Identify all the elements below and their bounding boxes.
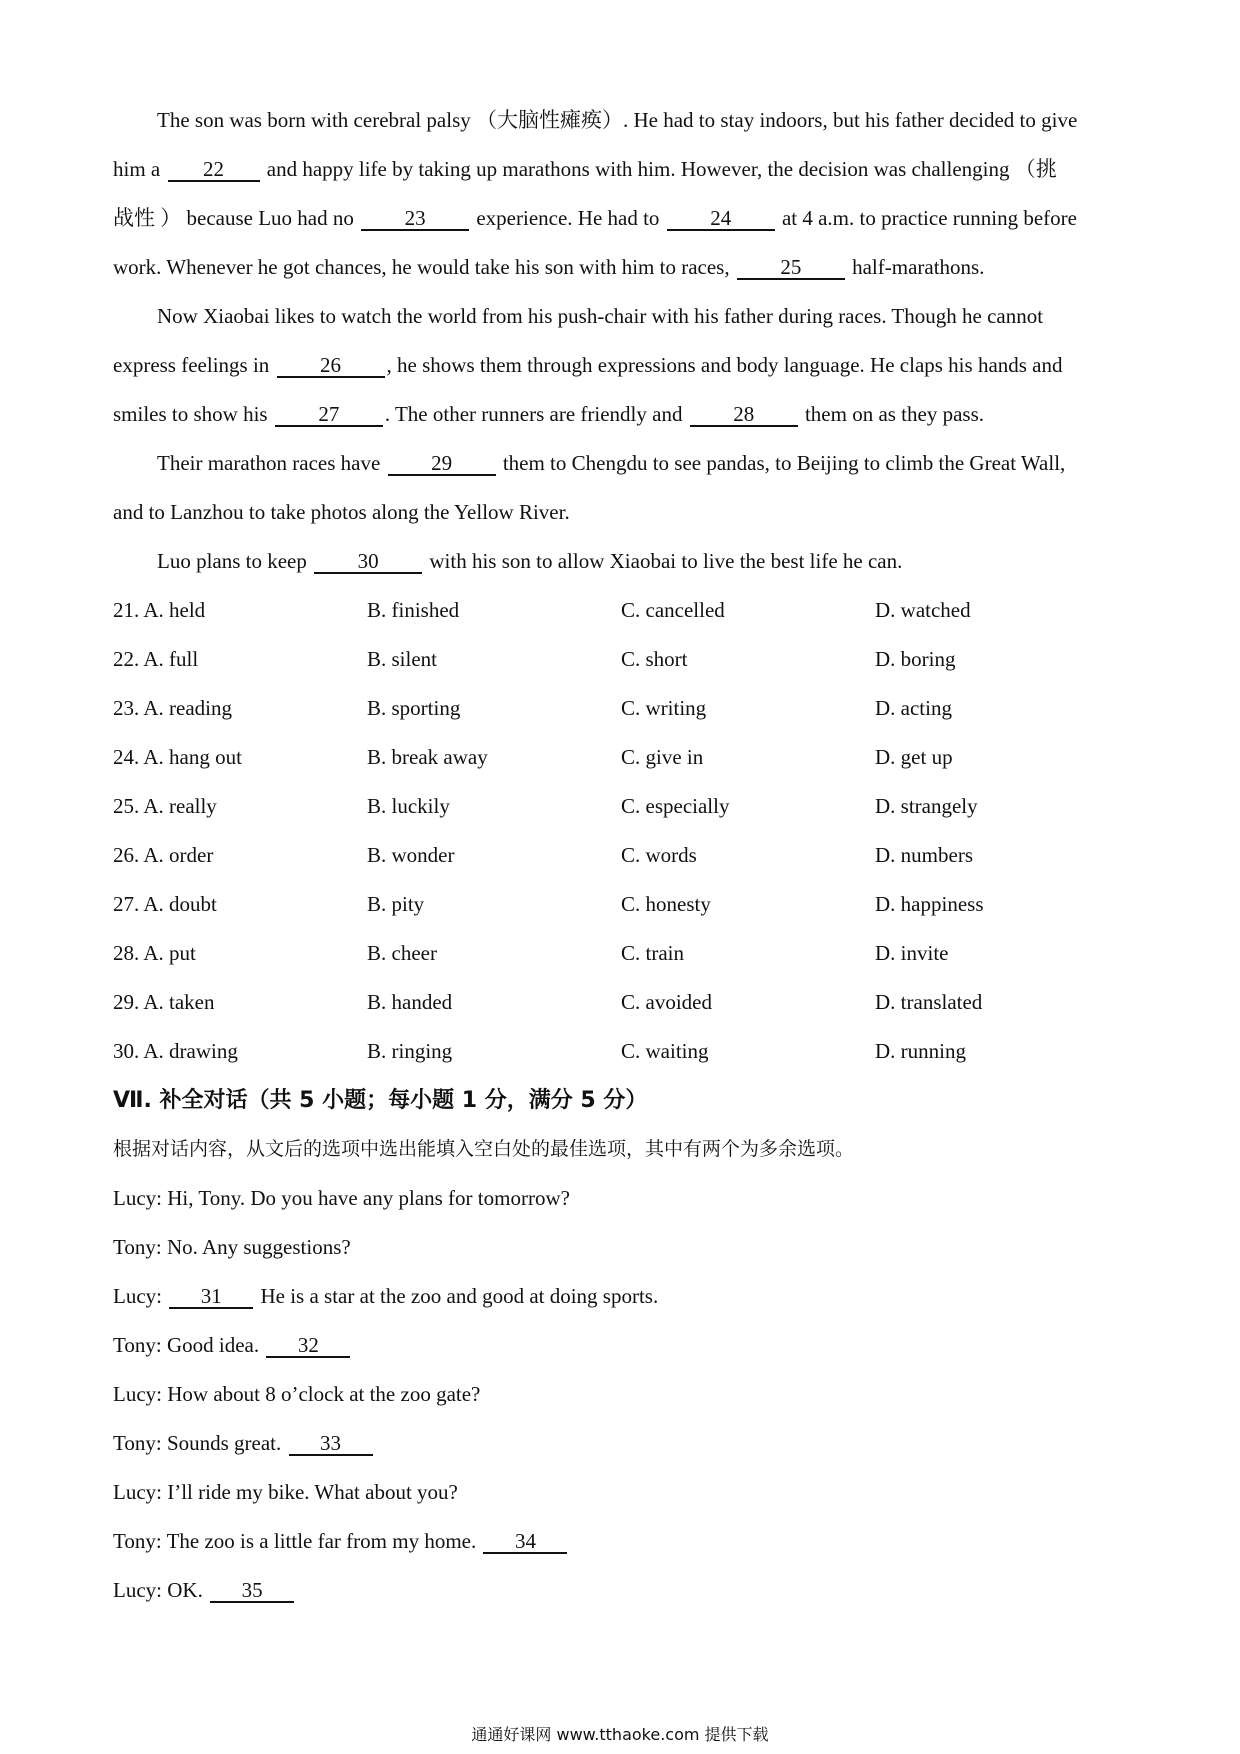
option-c[interactable]: C. train bbox=[621, 941, 684, 965]
text: and to Lanzhou to take photos along the Yellow River. bbox=[113, 500, 570, 524]
option-b[interactable]: B. break away bbox=[367, 745, 488, 769]
passage-line bbox=[113, 537, 1125, 586]
dialogue-line bbox=[113, 1566, 1125, 1615]
option-b[interactable]: B. silent bbox=[367, 647, 438, 671]
passage-line bbox=[113, 439, 1125, 488]
option-a[interactable]: 22. A. full bbox=[113, 647, 199, 671]
option-row bbox=[113, 782, 1125, 831]
blank-32[interactable]: 32 bbox=[266, 1334, 350, 1358]
option-b[interactable]: B. luckily bbox=[367, 794, 450, 818]
dialogue-line: Lucy: I’ll ride my bike. What about you? bbox=[113, 1480, 458, 1504]
text: work. Whenever he got chances, he would take his son with him to races, bbox=[113, 255, 730, 279]
passage-line bbox=[113, 243, 1125, 292]
option-b[interactable]: B. cheer bbox=[367, 941, 437, 965]
option-d[interactable]: D. watched bbox=[875, 598, 971, 622]
dialogue-line bbox=[113, 1419, 1125, 1468]
dialogue-line: Lucy: Hi, Tony. Do you have any plans for tomorrow? bbox=[113, 1186, 570, 1210]
option-a[interactable]: 21. A. held bbox=[113, 598, 206, 622]
section-heading: Ⅶ. 补全对话（共 5 小题；每小题 1 分，满分 5 分） bbox=[113, 1088, 648, 1113]
blank-23[interactable]: 23 bbox=[361, 207, 469, 231]
option-row bbox=[113, 978, 1125, 1027]
option-a[interactable]: 28. A. put bbox=[113, 941, 196, 965]
blank-34[interactable]: 34 bbox=[483, 1530, 567, 1554]
text: half-marathons. bbox=[852, 255, 985, 279]
blank-22[interactable]: 22 bbox=[168, 158, 260, 182]
option-a[interactable]: 25. A. really bbox=[113, 794, 217, 818]
option-d[interactable]: D. get up bbox=[875, 745, 953, 769]
passage-line bbox=[113, 145, 1125, 194]
dialogue-line bbox=[113, 1272, 1125, 1321]
option-d[interactable]: D. running bbox=[875, 1039, 966, 1063]
option-b[interactable]: B. pity bbox=[367, 892, 425, 916]
blank-27[interactable]: 27 bbox=[275, 403, 383, 427]
text: Lucy: OK. bbox=[113, 1578, 203, 1602]
dialogue-line bbox=[113, 1321, 1125, 1370]
page-footer: 通通好课网 www.tthaoke.com 提供下载 bbox=[471, 1725, 769, 1744]
option-row bbox=[113, 831, 1125, 880]
blank-33[interactable]: 33 bbox=[289, 1432, 373, 1456]
option-d[interactable]: D. boring bbox=[875, 647, 956, 671]
option-a[interactable]: 26. A. order bbox=[113, 843, 214, 867]
passage-line bbox=[113, 194, 1125, 243]
text: and happy life by taking up marathons with him. However, the decision was challenging （挑 bbox=[266, 157, 1057, 181]
dialogue-line: Tony: No. Any suggestions? bbox=[113, 1235, 351, 1259]
option-c[interactable]: C. especially bbox=[621, 794, 730, 818]
option-c[interactable]: C. writing bbox=[621, 696, 707, 720]
blank-26[interactable]: 26 bbox=[277, 354, 385, 378]
option-c[interactable]: C. honesty bbox=[621, 892, 711, 916]
text: . The other runners are friendly and bbox=[384, 402, 683, 426]
text: them to Chengdu to see pandas, to Beijing to climb the Great Wall, bbox=[502, 451, 1066, 475]
text: , he shows them through expressions and body language. He claps his hands and bbox=[386, 353, 1063, 377]
text: Lucy: bbox=[113, 1284, 162, 1308]
text: Luo plans to keep bbox=[157, 549, 307, 573]
option-b[interactable]: B. sporting bbox=[367, 696, 461, 720]
text: experience. He had to bbox=[476, 206, 660, 230]
text: smiles to show his bbox=[113, 402, 268, 426]
passage-line bbox=[113, 488, 1125, 537]
passage-line bbox=[113, 96, 1125, 145]
blank-35[interactable]: 35 bbox=[210, 1579, 294, 1603]
blank-28[interactable]: 28 bbox=[690, 403, 798, 427]
option-b[interactable]: B. handed bbox=[367, 990, 453, 1014]
option-b[interactable]: B. finished bbox=[367, 598, 460, 622]
option-row bbox=[113, 586, 1125, 635]
section-instruction: 根据对话内容，从文后的选项中选出能填入空白处的最佳选项，其中有两个为多余选项。 bbox=[113, 1138, 855, 1160]
text: Tony: Sounds great. bbox=[113, 1431, 282, 1455]
text: 战性 ） because Luo had no bbox=[113, 206, 354, 230]
option-a[interactable]: 24. A. hang out bbox=[113, 745, 242, 769]
option-b[interactable]: B. ringing bbox=[367, 1039, 453, 1063]
text: express feelings in bbox=[113, 353, 270, 377]
text: him a bbox=[113, 157, 161, 181]
option-a[interactable]: 27. A. doubt bbox=[113, 892, 217, 916]
option-c[interactable]: C. avoided bbox=[621, 990, 712, 1014]
option-row bbox=[113, 880, 1125, 929]
passage-line bbox=[113, 390, 1125, 439]
passage-line bbox=[113, 341, 1125, 390]
option-d[interactable]: D. happiness bbox=[875, 892, 984, 916]
text: them on as they pass. bbox=[804, 402, 985, 426]
blank-30[interactable]: 30 bbox=[314, 550, 422, 574]
text: The son was born with cerebral palsy （大脑性瘫痪）. He had to stay indoors, but his father decided to give bbox=[157, 108, 1078, 132]
option-c[interactable]: C. cancelled bbox=[621, 598, 725, 622]
option-a[interactable]: 30. A. drawing bbox=[113, 1039, 238, 1063]
option-row bbox=[113, 733, 1125, 782]
blank-29[interactable]: 29 bbox=[388, 452, 496, 476]
dialogue-line: Lucy: How about 8 o’clock at the zoo gate? bbox=[113, 1382, 481, 1406]
blank-25[interactable]: 25 bbox=[737, 256, 845, 280]
option-c[interactable]: C. waiting bbox=[621, 1039, 709, 1063]
option-row bbox=[113, 684, 1125, 733]
option-d[interactable]: D. numbers bbox=[875, 843, 973, 867]
passage-line bbox=[113, 292, 1125, 341]
text: He is a star at the zoo and good at doing sports. bbox=[260, 1284, 659, 1308]
option-d[interactable]: D. acting bbox=[875, 696, 952, 720]
blank-31[interactable]: 31 bbox=[169, 1285, 253, 1309]
option-c[interactable]: C. give in bbox=[621, 745, 704, 769]
dialogue-line bbox=[113, 1517, 1125, 1566]
option-d[interactable]: D. translated bbox=[875, 990, 983, 1014]
option-b[interactable]: B. wonder bbox=[367, 843, 455, 867]
text: Now Xiaobai likes to watch the world from his push-chair with his father during races. Though he cannot bbox=[157, 304, 1044, 328]
page-content bbox=[113, 96, 1125, 1615]
text: with his son to allow Xiaobai to live the best life he can. bbox=[429, 549, 903, 573]
option-d[interactable]: D. strangely bbox=[875, 794, 978, 818]
option-c[interactable]: C. words bbox=[621, 843, 697, 867]
option-c[interactable]: C. short bbox=[621, 647, 688, 671]
option-a[interactable]: 23. A. reading bbox=[113, 696, 232, 720]
options-table bbox=[113, 586, 1125, 1076]
option-row bbox=[113, 635, 1125, 684]
blank-24[interactable]: 24 bbox=[667, 207, 775, 231]
option-d[interactable]: D. invite bbox=[875, 941, 949, 965]
text: Their marathon races have bbox=[157, 451, 381, 475]
option-a[interactable]: 29. A. taken bbox=[113, 990, 215, 1014]
option-row bbox=[113, 1027, 1125, 1076]
text: Tony: Good idea. bbox=[113, 1333, 260, 1357]
option-row bbox=[113, 929, 1125, 978]
text: Tony: The zoo is a little far from my home. bbox=[113, 1529, 477, 1553]
text: at 4 a.m. to practice running before bbox=[781, 206, 1077, 230]
